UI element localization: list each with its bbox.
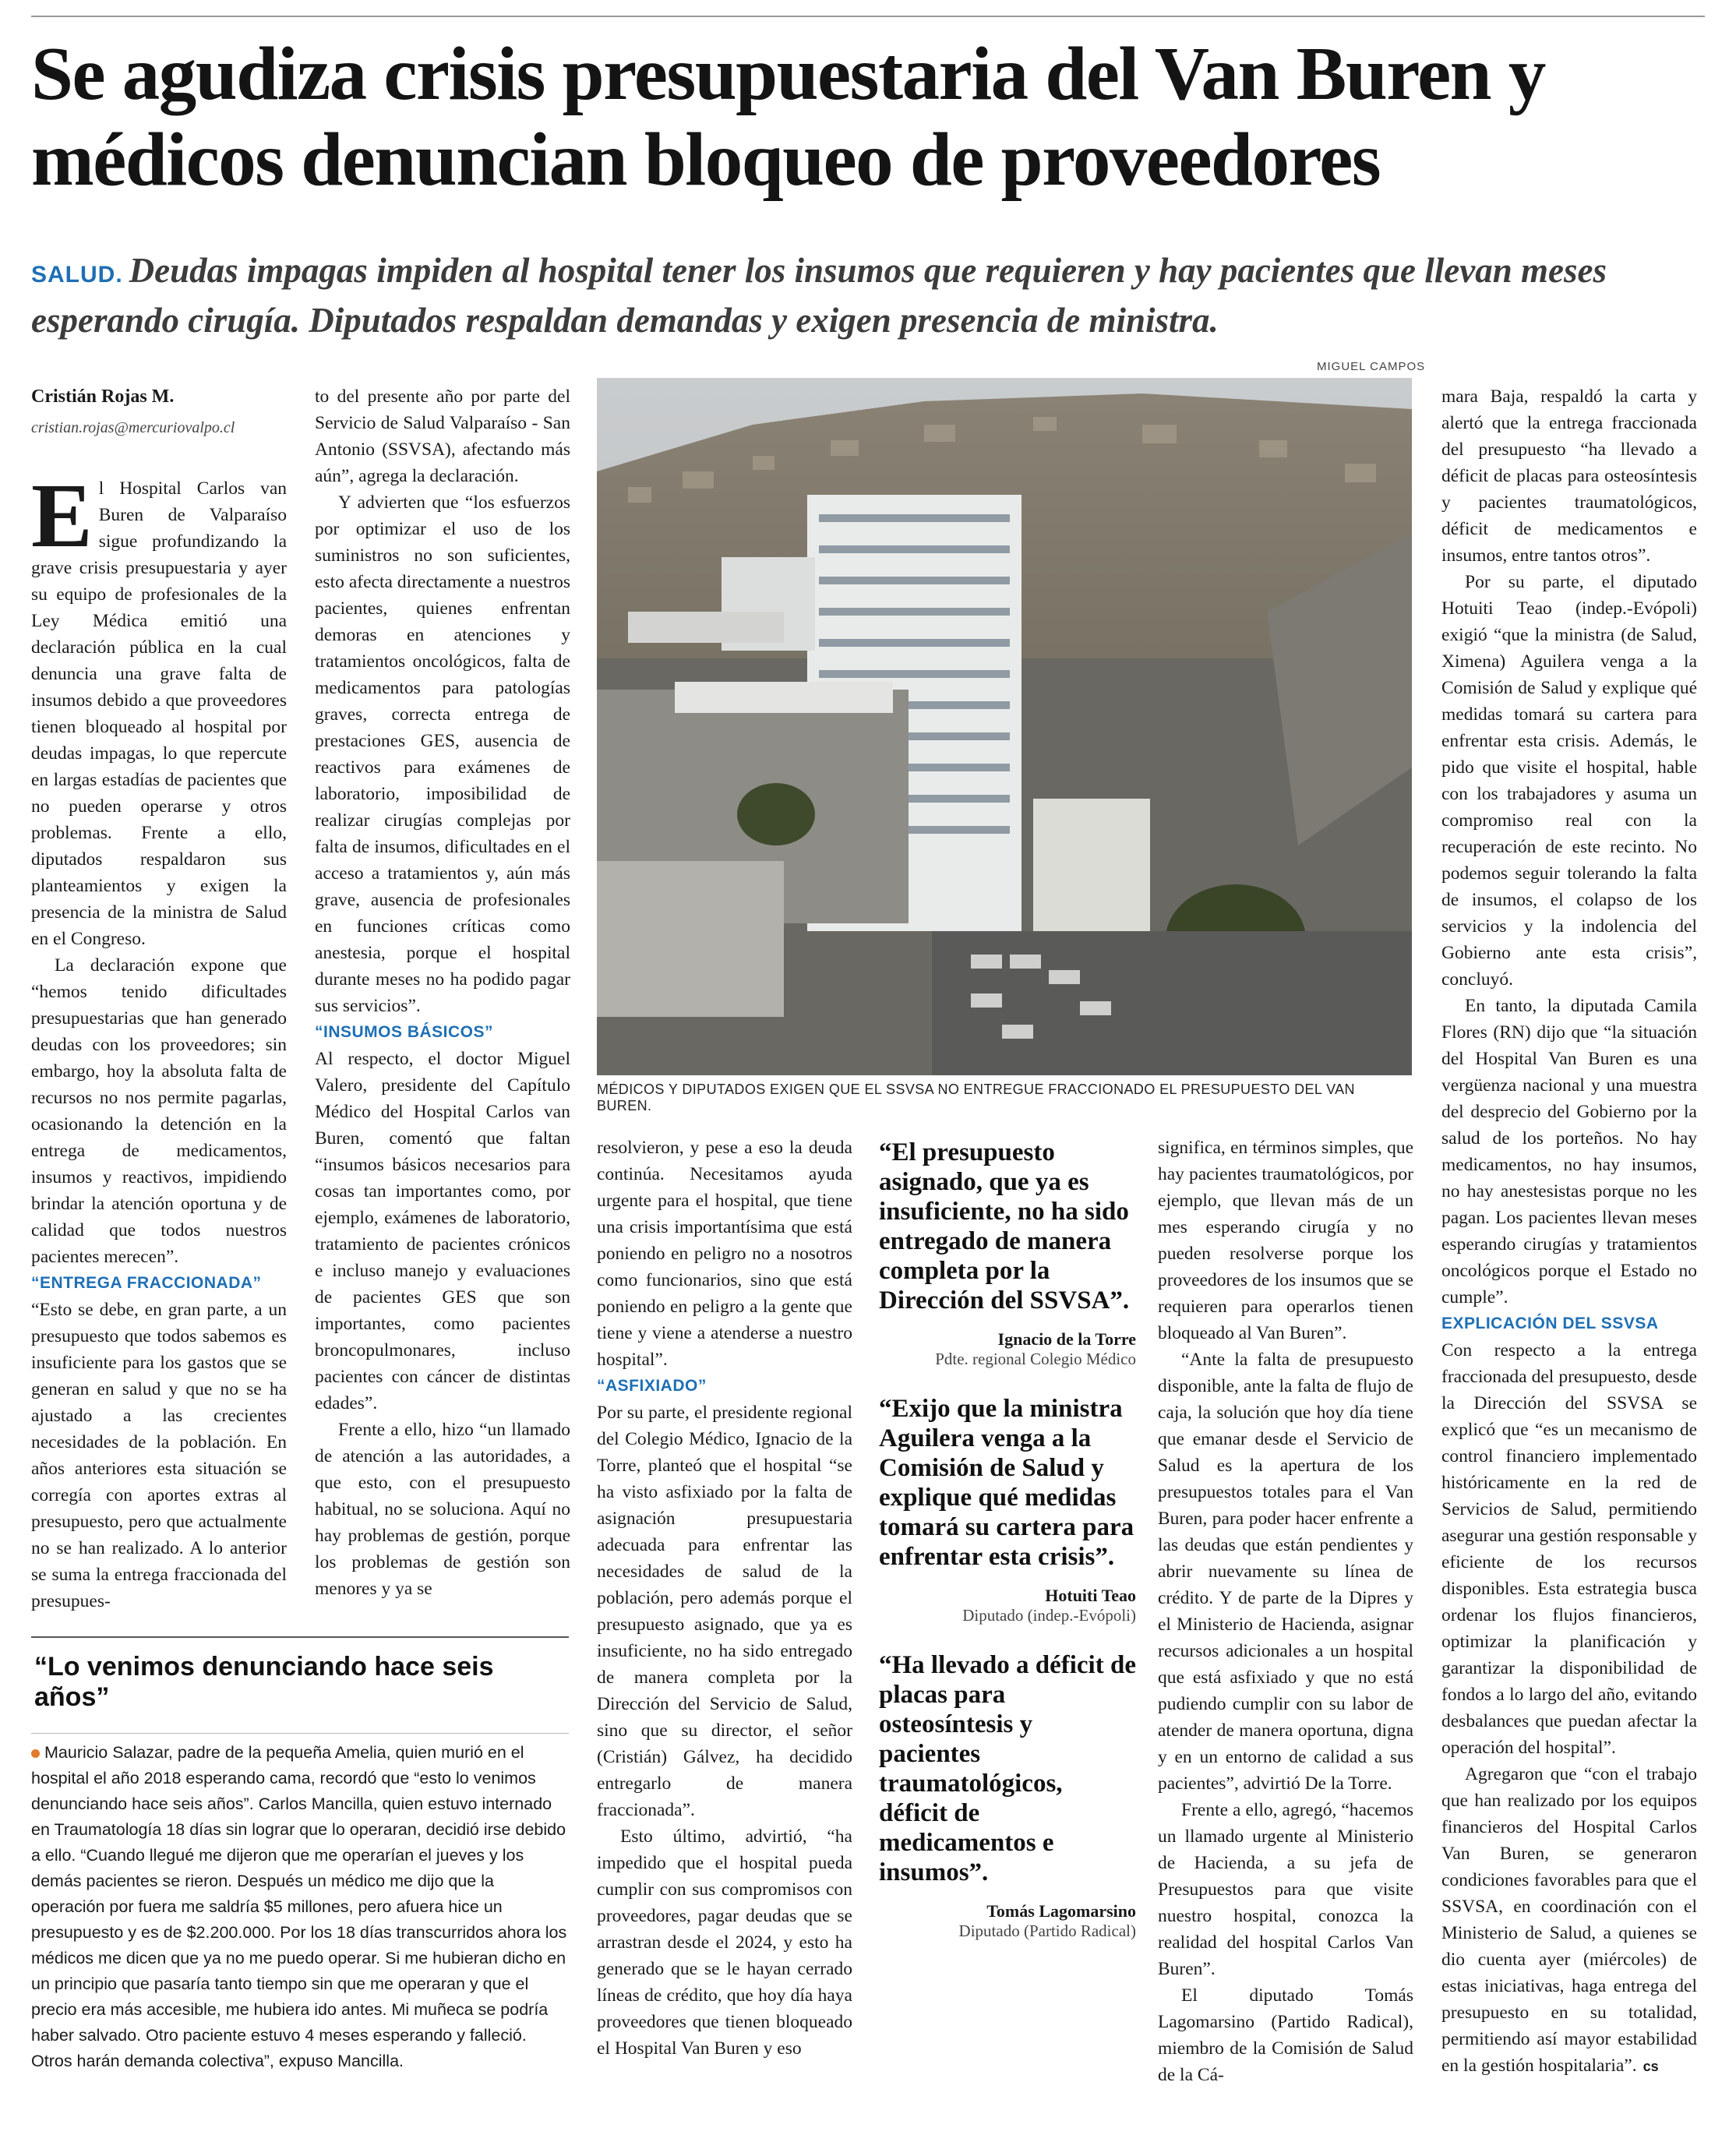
quote-text: “Ha llevado a déficit de placas para osteosíntesis y pacientes traumatológicos, déficit de medicamentos e insumos”.: [879, 1651, 1136, 1886]
top-rule: [31, 16, 1705, 17]
article-column-1: [31, 383, 287, 1614]
sidebar-title: “Lo venimos denunciando hace seis años”: [34, 1652, 494, 1712]
paragraph: Con respecto a la entrega fraccionada del presupuesto, desde la Dirección del SSVSA se explicó que “es un mecanismo de control financiero implementado históricamente en la red de Servicios de Salud, permitiendo asegurar una gestión responsable y eficiente de los recursos disponibles. Esta estrategia busca ordenar los flujos financieros, optimizar la planificación y garantizar la disponibilidad de fondos a lo largo del año, evitando desbalances que puedan afectar la operación del hospital”.: [1441, 1340, 1697, 1758]
paragraph: La declaración expone que “hemos tenido dificultades presupuestarias que han generado deudas con los proveedores; sin embargo, hoy la absoluta falta de recursos no nos permite pagarlas, ocasionando la detención en la entrega de medicamentos, insumos y reactivos, impidiendo brindar la atención oportuna y de calidad que todos nuestros pacientes merecen”.: [31, 955, 287, 1267]
deck: [31, 248, 1714, 343]
paragraph: Frente a ello, hizo “un llamado de atención a las autoridades, a que esto, con el presupuesto habitual, no se soluciona. Aquí no hay problemas de gestión, porque los problemas de gestión son menores y ya se: [315, 1420, 570, 1599]
paragraph: [1441, 1761, 1697, 2080]
paragraph: to del presente año por parte del Servicio de Salud Valparaíso - San Antonio (SSVSA), afectando más aún”, agrega la declaración.: [315, 386, 570, 486]
article-column-3: [597, 1135, 852, 2062]
paragraph: El diputado Tomás Lagomarsino (Partido Radical), miembro de la Comisión de Salud de la Cá-: [1158, 1985, 1413, 2085]
paragraph: “Esto se debe, en gran parte, a un presupuesto que todos sabemos es insuficiente para los gastos que se generan en salud y que no se ha ajustado a las crecientes necesidades de la población. En años anteriores esta situación se corregía con aportes extras al presupuesto, pero que actualmente no se han realizado. A lo anterior se suma la entrega fraccionada del presupues-: [31, 1300, 287, 1611]
article-column-2: [315, 383, 570, 1602]
hospital-aerial-photo: [597, 378, 1412, 1075]
pull-quote: [879, 1138, 1136, 1369]
byline-email: cristian.rojas@mercuriovalpo.cl: [31, 419, 235, 436]
paragraph: [31, 464, 287, 952]
paragraph: mara Baja, respaldó la carta y alertó que la entrega fraccionada del presupuesto “ha llevado a déficit de placas para osteosíntesis y pacientes traumatológicos, déficit de medicamentos e insumos, entre tantos otros”.: [1441, 386, 1697, 566]
subhead: EXPLICACIÓN DEL SSVSA: [1441, 1315, 1659, 1332]
paragraph: Y advierten que “los esfuerzos por optimizar el uso de los suministros no son suficientes, esto afecta directamente a nuestros pacientes, quienes enfrentan demoras en atenciones y tratamientos oncológicos, falta de medicamentos para patologías graves, correcta entrega de prestaciones GES, ausencia de reactivos para exámenes de laboratorio, imposibilidad de realizar cirugías complejas por falta de insumos, dificultades en el acceso a tratamientos y, aún más grave, ausencia de profesionales en funciones críticas como anestesia, porque el hospital durante meses no ha podido pagar sus servicios”.: [315, 492, 570, 1016]
section-kicker: SALUD.: [31, 262, 123, 288]
pull-quotes: [879, 1138, 1136, 1966]
subhead: “ENTREGA FRACCIONADA”: [31, 1274, 262, 1292]
end-mark: cs: [1642, 2059, 1659, 2074]
subhead: “INSUMOS BÁSICOS”: [315, 1023, 494, 1041]
pull-quote: [879, 1650, 1136, 1941]
quote-name: Hotuiti Teao: [1045, 1586, 1136, 1605]
drop-cap: E: [31, 464, 93, 566]
photo-caption: MÉDICOS Y DIPUTADOS EXIGEN QUE EL SSVSA NO ENTREGUE FRACCIONADO EL PRESUPUESTO DEL VAN BUREN.: [597, 1082, 1355, 1113]
bullet-icon: [31, 1749, 40, 1758]
paragraph: “Ante la falta de presupuesto disponible, ante la falta de flujo de caja, la solución que hoy día tiene que emanar desde el Servicio de Salud es la apertura de los presupuestos totales para el Van Buren, para poder hacer enfrente a las deudas que están pendientes y abrir nuevamente su línea de crédito. Y de parte de la Dipres y el Ministerio de Hacienda, asignar recursos adicionales a un hospital que está asfixiado y que no está pudiendo cumplir con su labor de atender de manera oportuna, digna y en un entorno de calidad a sus pacientes”, advirtió De la Torre.: [1158, 1350, 1413, 1794]
quote-name: Tomás Lagomarsino: [986, 1901, 1136, 1921]
paragraph: Esto último, advirtió, “ha impedido que el hospital pueda cumplir con sus compromisos con proveedores, pagar deudas que se arrastran desde el 2024, y esto ha generado que se le hayan cerrado líneas de crédito, que hoy día haya proveedores que tienen bloqueado el Hospital Van Buren y eso: [597, 1826, 852, 2059]
quote-name: Ignacio de la Torre: [997, 1329, 1136, 1349]
photo-credit: MIGUEL CAMPOS: [1317, 360, 1426, 373]
paragraph: En tanto, la diputada Camila Flores (RN) dijo que “la situación del Hospital Van Buren es una vergüenza nacional y una muestra del desprecio del Gobierno por la salud de los porteños. No hay medicamentos, no hay insumos, no hay anestesistas porque no les pagan. Los pacientes llevan meses esperando cirugías y tratamientos oncológicos porque el Estado no cumple”.: [1441, 996, 1697, 1307]
headline: Se agudiza crisis presupuestaria del Van Buren y médicos denuncian bloqueo de proveedores: [31, 32, 1545, 201]
paragraph: Por su parte, el diputado Hotuiti Teao (indep.-Evópoli) exigió “que la ministra (de Salud, Ximena) Aguilera venga a la Comisión de Salud y explique qué medidas tomará su cartera para enfrentar esta crisis. Además, le pido que visite el hospital, hable con los trabajadores y asuma un compromiso real con la recuperación de este recinto. No podemos seguir tolerando la falta de insumos, el colapso de los servicios y la indolencia del Gobierno ante esta crisis”, concluyó.: [1441, 572, 1697, 990]
quote-role: Diputado (Partido Radical): [958, 1922, 1136, 1940]
paragraph: Por su parte, el presidente regional del Colegio Médico, Ignacio de la Torre, planteó que el hospital “se ha visto asfixiado por la falta de asignación presupuestaria adecuada para enfrentar las necesidades de salud de la población, pero además porque el presupuesto asignado, que ya es insuficiente, no ha sido entregado de manera completa por la Dirección del Servicio de Salud, sino que su director, el señor (Cristián) Gálvez, ha decidido entregarlo de manera fraccionada”.: [597, 1403, 852, 1820]
byline-author: Cristián Rojas M.: [31, 386, 175, 407]
pull-quote: [879, 1394, 1136, 1625]
paragraph: resolvieron, y pese a eso la deuda continúa. Necesitamos ayuda urgente para el hospital, que tiene una crisis importantísima que está poniendo en peligro no a nosotros como funcionarios, sino que está poniendo en peligro a la gente que tiene y viene a atenderse a nuestro hospital”.: [597, 1138, 852, 1370]
quote-role: Pdte. regional Colegio Médico: [935, 1350, 1136, 1368]
article-column-6: [1441, 383, 1697, 2080]
paragraph-text: Agregaron que “con el trabajo que han realizado por los equipos financieros del Hospital Carlos Van Buren, se generaron condiciones favorables para que el SSVSA, en coordinación con el Ministerio de Salud, a quienes se dio cuenta ayer (miércoles) de estas iniciativas, haga entrega del presupuesto en su totalidad, permitiendo así mayor estabilidad en la gestión hospitalaria”.: [1441, 1764, 1697, 2076]
quote-text: “El presupuesto asignado, que ya es insuficiente, no ha sido entregado de manera completa por la Dirección del SSVSA”.: [879, 1138, 1130, 1315]
paragraph: Al respecto, el doctor Miguel Valero, presidente del Capítulo Médico del Hospital Carlos van Buren, comentó que faltan “insumos básicos necesarios para cosas tan importantes como, por ejemplo, exámenes de laboratorio, tratamiento de pacientes crónicos e incluso manejo y evaluaciones de pacientes GES que son importantes, como pacientes broncopulmonares, incluso pacientes con cáncer de distintas edades”.: [315, 1049, 570, 1413]
sidebar-box: [31, 1636, 569, 2074]
paragraph-text: l Hospital Carlos van Buren de Valparaíso sigue profundizando la grave crisis presupuestaria y ayer su equipo de profesionales de la Ley Médica emitió una declaración pública en la cual denuncia una grave falta de insumos debido a que proveedores tienen bloqueado al hospital por deudas impagas, lo que repercute en largas estadías de pacientes que no pueden operarse y otros problemas. Frente a ello, diputados respaldaron sus planteamientos y exigen la presencia de la ministra de Salud en el Congreso.: [31, 478, 287, 949]
quote-text: “Exijo que la ministra Aguilera venga a la Comisión de Salud y explique qué medidas tomará su cartera para enfrentar esta crisis”.: [879, 1395, 1134, 1571]
sidebar-text: [31, 1733, 569, 2074]
deck-text: Deudas impagas impiden al hospital tener los insumos que requieren y hay pacientes que llevan meses esperando cirugía. Diputados respaldan demandas y exigen presencia de ministra.: [31, 251, 1607, 340]
subhead: “ASFIXIADO”: [597, 1377, 707, 1395]
quote-role: Diputado (indep.-Evópoli): [962, 1606, 1136, 1625]
paragraph: significa, en términos simples, que hay pacientes traumatológicos, por ejemplo, que llevan más de un mes esperando cirugía y no pueden resolverse porque los proveedores de los insumos que se requieren para operarlos tienen bloqueado al Van Buren”.: [1158, 1138, 1413, 1343]
sidebar-body: Mauricio Salazar, padre de la pequeña Amelia, quien murió en el hospital el año 2018 esperando cama, recordó que “esto lo venimos denunciando hace seis años”. Carlos Mancilla, quien estuvo internado en Traumatología 18 días sin lograr que lo operaran, decidió irse debido a ello. “Cuando llegué me dijeron que me operarían el jueves y los demás pacientes se rieron. Después un médico me dijo que la operación por fuera me saldría $5 millones, pero afuera hice un presupuesto y es de $2.200.000. Por los 18 días transcurridos ahora los médicos me dicen que ya no me puedo operar. Si me hubieran dicho en un principio que pasaría tanto tiempo sin que me operaran y que el precio era más accesible, me hubiera ido antes. Mi muñeca se podría haber salvado. Otro paciente estuvo 4 meses esperando y falleció. Otros harán demanda colectiva”, expuso Mancilla.: [31, 1743, 567, 2070]
paragraph: Frente a ello, agregó, “hacemos un llamado urgente al Ministerio de Hacienda, a su jefa de Presupuestos para que visite nuestro hospital, conozca la realidad del hospital Carlos Van Buren”.: [1158, 1800, 1413, 1979]
article-column-5: [1158, 1135, 1413, 2088]
